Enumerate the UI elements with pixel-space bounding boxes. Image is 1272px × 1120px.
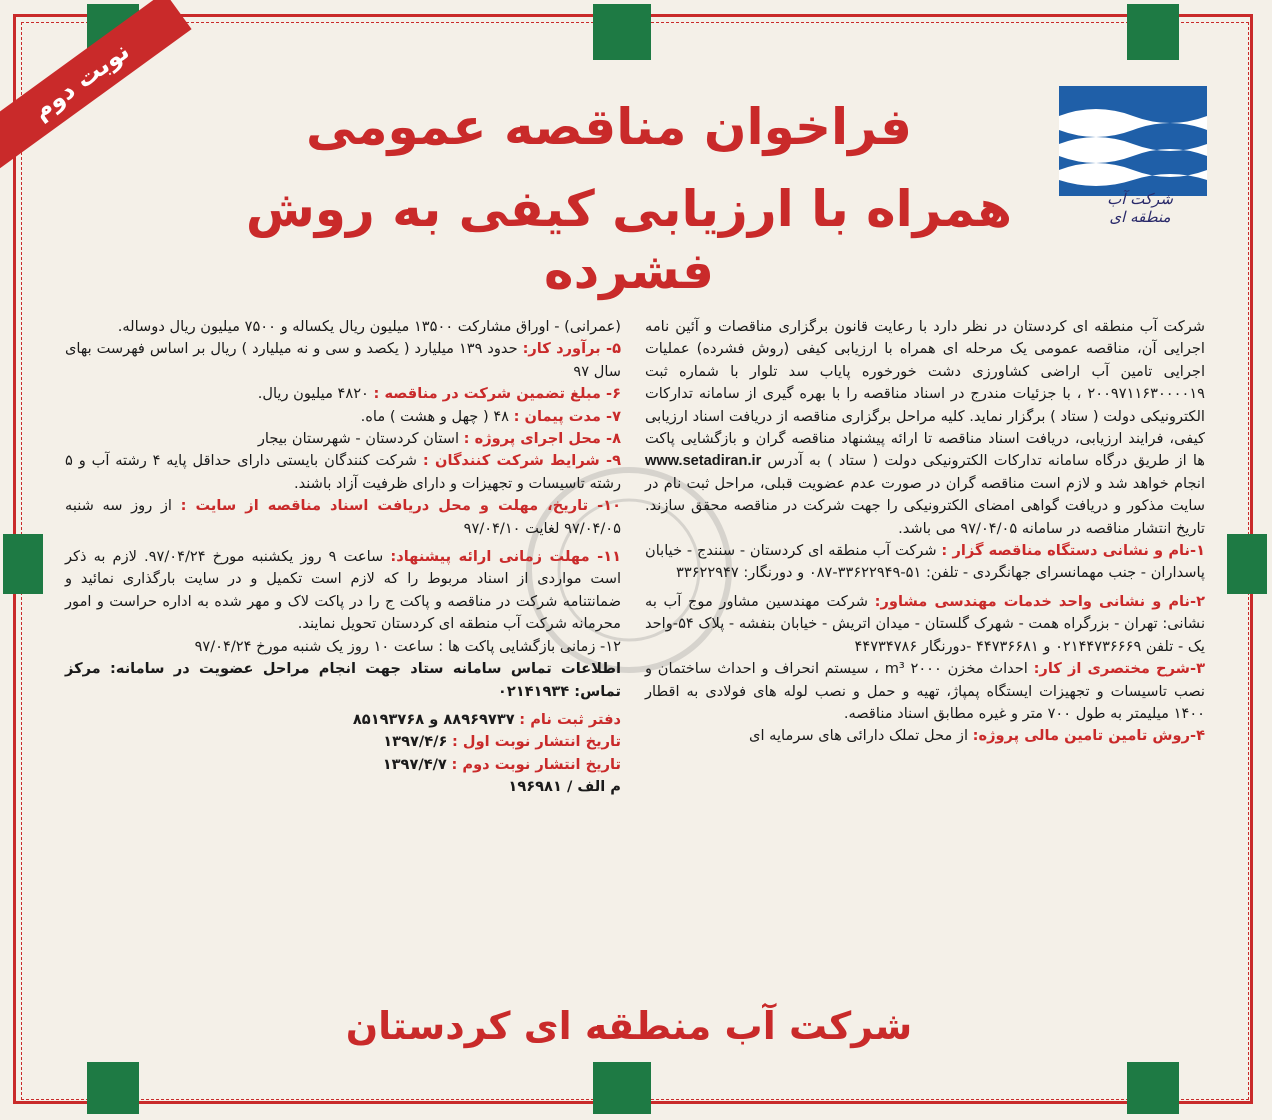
item-6-text: ۴۸۲۰ میلیون ریال.	[258, 385, 370, 403]
publish-first-label: تاریخ انتشار نوبت اول :	[453, 733, 622, 751]
registration-phones: ۸۸۹۶۹۷۳۷ و ۸۵۱۹۳۷۶۸	[353, 710, 516, 728]
item-7-text: ۴۸ ( چهل و هشت ) ماه.	[361, 407, 510, 425]
intro-paragraph	[646, 316, 1206, 540]
item-11-label: ۱۱- مهلت زمانی ارائه پیشنهاد:	[391, 548, 623, 566]
registration-office	[66, 709, 622, 731]
item-5-text: حدود ۱۳۹ میلیارد ( یکصد و سی و نه میلیارد ) ریال بر اساس فهرست بهای سال ۹۷	[66, 340, 622, 380]
publish-date-first	[66, 731, 622, 753]
item-4-label: ۴-روش تامین تامین مالی پروژه:	[973, 727, 1206, 745]
item-10-label: ۱۰- تاریخ، مهلت و محل دریافت اسناد مناقصه از سایت :	[181, 497, 622, 515]
item-7-label: ۷- مدت پیمان :	[514, 407, 622, 425]
publish-first-date: ۱۳۹۷/۴/۶	[384, 733, 449, 751]
title-line-2: همراه با ارزیابی کیفی به روش فشرده	[246, 180, 1014, 300]
item-1-text: شرکت آب منطقه ای کردستان - سنندج - خیابان پاسداران - جنب مهمانسرای جهانگردی - تلفن: ۵۱-۳۳۶۲۲۹۴۹-۰۸۷ و دورنگار: ۳۳۶۲۲۹۴۷	[646, 542, 1206, 582]
contact-info: اطلاعات تماس سامانه ستاد جهت انجام مراحل عضویت در سامانه: مرکز تماس: ۰۲۱۴۱۹۳۴	[66, 660, 622, 700]
item-4-text: از محل تملک دارائی های سرمایه ای	[750, 727, 970, 745]
item-9-label: ۹- شرایط شرکت کنندگان :	[423, 452, 623, 470]
item-5-label: ۵- برآورد کار:	[523, 340, 623, 358]
logo-caption: شرکت آب منطقه ای	[1108, 190, 1174, 226]
setad-url-link[interactable]: www.setadiran.ir	[646, 453, 763, 470]
registration-label: دفتر ثبت نام :	[520, 710, 622, 728]
item-2-label: ۲-نام و نشانی واحد خدمات مهندسی مشاور:	[875, 592, 1206, 610]
ribbon-second-round: نوبت دوم	[0, 0, 193, 170]
item-6-label: ۶- مبلغ تضمین شرکت در مناقصه :	[374, 385, 622, 403]
item-11-text: ساعت ۹ روز یکشنبه مورخ ۹۷/۰۴/۲۴. لازم به ذکر است مواردی از اسناد مربوط را که لازم است تکمیل و در سایت بارگذاری نمائید و ضمانتنامه شرکت در مناقصه و پاکت ج را در پاکت لاک و مهر شده به اداره حراست و امور محرمانه شرکت آب منطقه ای کردستان تحویل نمایند.	[66, 548, 622, 633]
item-10	[66, 495, 622, 540]
water-company-logo-icon	[1060, 86, 1208, 196]
frame-tab-top-right	[1128, 4, 1180, 60]
left-column	[66, 316, 622, 799]
frame-tab-right-mid	[1228, 534, 1268, 594]
reference-number: م الف / ۱۹۶۹۸۱	[509, 778, 622, 796]
frame-tab-bottom-right	[1128, 1062, 1180, 1114]
item-8-text: استان کردستان - شهرستان بیجار	[258, 430, 461, 448]
item-9	[66, 450, 622, 495]
intro-text-1: شرکت آب منطقه ای کردستان در نظر دارد با رعایت قانون برگزاری مناقصات و آئین نامه اجرایی آن، مناقصه عمومی یک مرحله ای همراه با ارزیابی کیفی (روش فشرده) عملیات اجرایی تامین آب اراضی کشاورزی دشت خورخوره پایاب سد تلوار با شماره ثبت ۲۰۰۹۷۱۱۶۳۰۰۰۰۱۹ ، با جزئیات مندرج در اسناد مناقصه را با بهره گیری از سامانه تدارکات الکترونیکی دولت ( ستاد ) برگزار نماید. کلیه مراحل برگزاری مناقصه از دریافت اسناد ارزیابی کیفی، فرایند ارزیابی، دریافت اسناد مناقصه تا ارائه پیشنهاد مناقصه گران و بازگشایی پاکت ها از طریق درگاه سامانه تدارکات الکترونیکی دولت ( ستاد ) به آدرس	[646, 318, 1206, 470]
item-8-label: ۸- محل اجرای پروژه :	[464, 430, 622, 448]
item-2	[646, 591, 1206, 658]
publish-second-date: ۱۳۹۷/۴/۷	[383, 755, 448, 773]
frame-tab-left-mid	[4, 534, 44, 594]
item-9-text: شرکت کنندگان بایستی دارای حداقل پایه ۴ رشته آب و ۵ رشته تاسیسات و تجهیزات و دارای ظرفیت آزاد باشند.	[66, 452, 622, 492]
item-4	[646, 725, 1206, 747]
item-3-label: ۳-شرح مختصری از کار:	[1034, 660, 1206, 678]
intro-text-2: انجام خواهد شد و لازم است مناقصه گران در صورت عدم عضویت قبلی، مراحل ثبت نام در سایت مذکور و دریافت گواهی امضای الکترونیکی را جهت شرکت در مناقصه محقق سازند. تاریخ انتشار مناقصه در سامانه ۹۷/۰۴/۰۵ می باشد.	[646, 474, 1206, 537]
item-1	[646, 540, 1206, 585]
item-8	[66, 428, 622, 450]
item-1-label: ۱-نام و نشانی دستگاه مناقصه گزار :	[942, 542, 1206, 560]
title-line-1: فراخوان مناقصه عمومی	[306, 98, 914, 156]
item-11	[66, 546, 622, 636]
item-3-text: احداث مخزن ۲۰۰۰ m³ ، سیستم انحراف و احداث ساختمان و نصب تاسیسات و تجهیزات ایستگاه پمپاژ، تهیه و حمل و نصب لوله های فولادی به اقطار ۱۴۰۰ میلیمتر به طول ۷۰۰ متر و غیره مطابق اسناد مناقصه.	[646, 660, 1206, 722]
right-column	[646, 316, 1206, 748]
frame-tab-bottom-center	[594, 1062, 652, 1114]
item-3	[646, 658, 1206, 725]
publish-second-label: تاریخ انتشار نوبت دوم :	[452, 755, 622, 773]
frame-tab-top-center	[594, 4, 652, 60]
item-10-text: از روز سه شنبه ۹۷/۰۴/۰۵ لغایت ۹۷/۰۴/۱۰	[66, 497, 622, 537]
item-5	[66, 338, 622, 383]
footer-company-name: شرکت آب منطقه ای کردستان	[346, 1004, 914, 1048]
frame-tab-bottom-left	[88, 1062, 140, 1114]
financing-continued: (عمرانی) - اوراق مشارکت ۱۳۵۰۰ میلیون ریال یکساله و ۷۵۰۰ میلیون ریال دوساله.	[118, 318, 622, 335]
item-7	[66, 406, 622, 428]
item-12: ۱۲- زمانی بازگشایی پاکت ها : ساعت ۱۰ روز یک شنبه مورخ ۹۷/۰۴/۲۴	[195, 637, 622, 655]
item-2-text: شرکت مهندسین مشاور موج آب به نشانی: تهران - بزرگراه همت - شهرک گلستان - میدان اتریش - خیابان بنفشه - پلاک ۵۴-واحد یک - تلفن ۰۲۱۴۴۷۳۶۶۶۹ و ۴۴۷۳۶۶۸۱ -دورنگار ۴۴۷۳۴۷۸۶	[646, 592, 1206, 655]
publish-date-second	[66, 754, 622, 776]
item-6	[66, 383, 622, 405]
